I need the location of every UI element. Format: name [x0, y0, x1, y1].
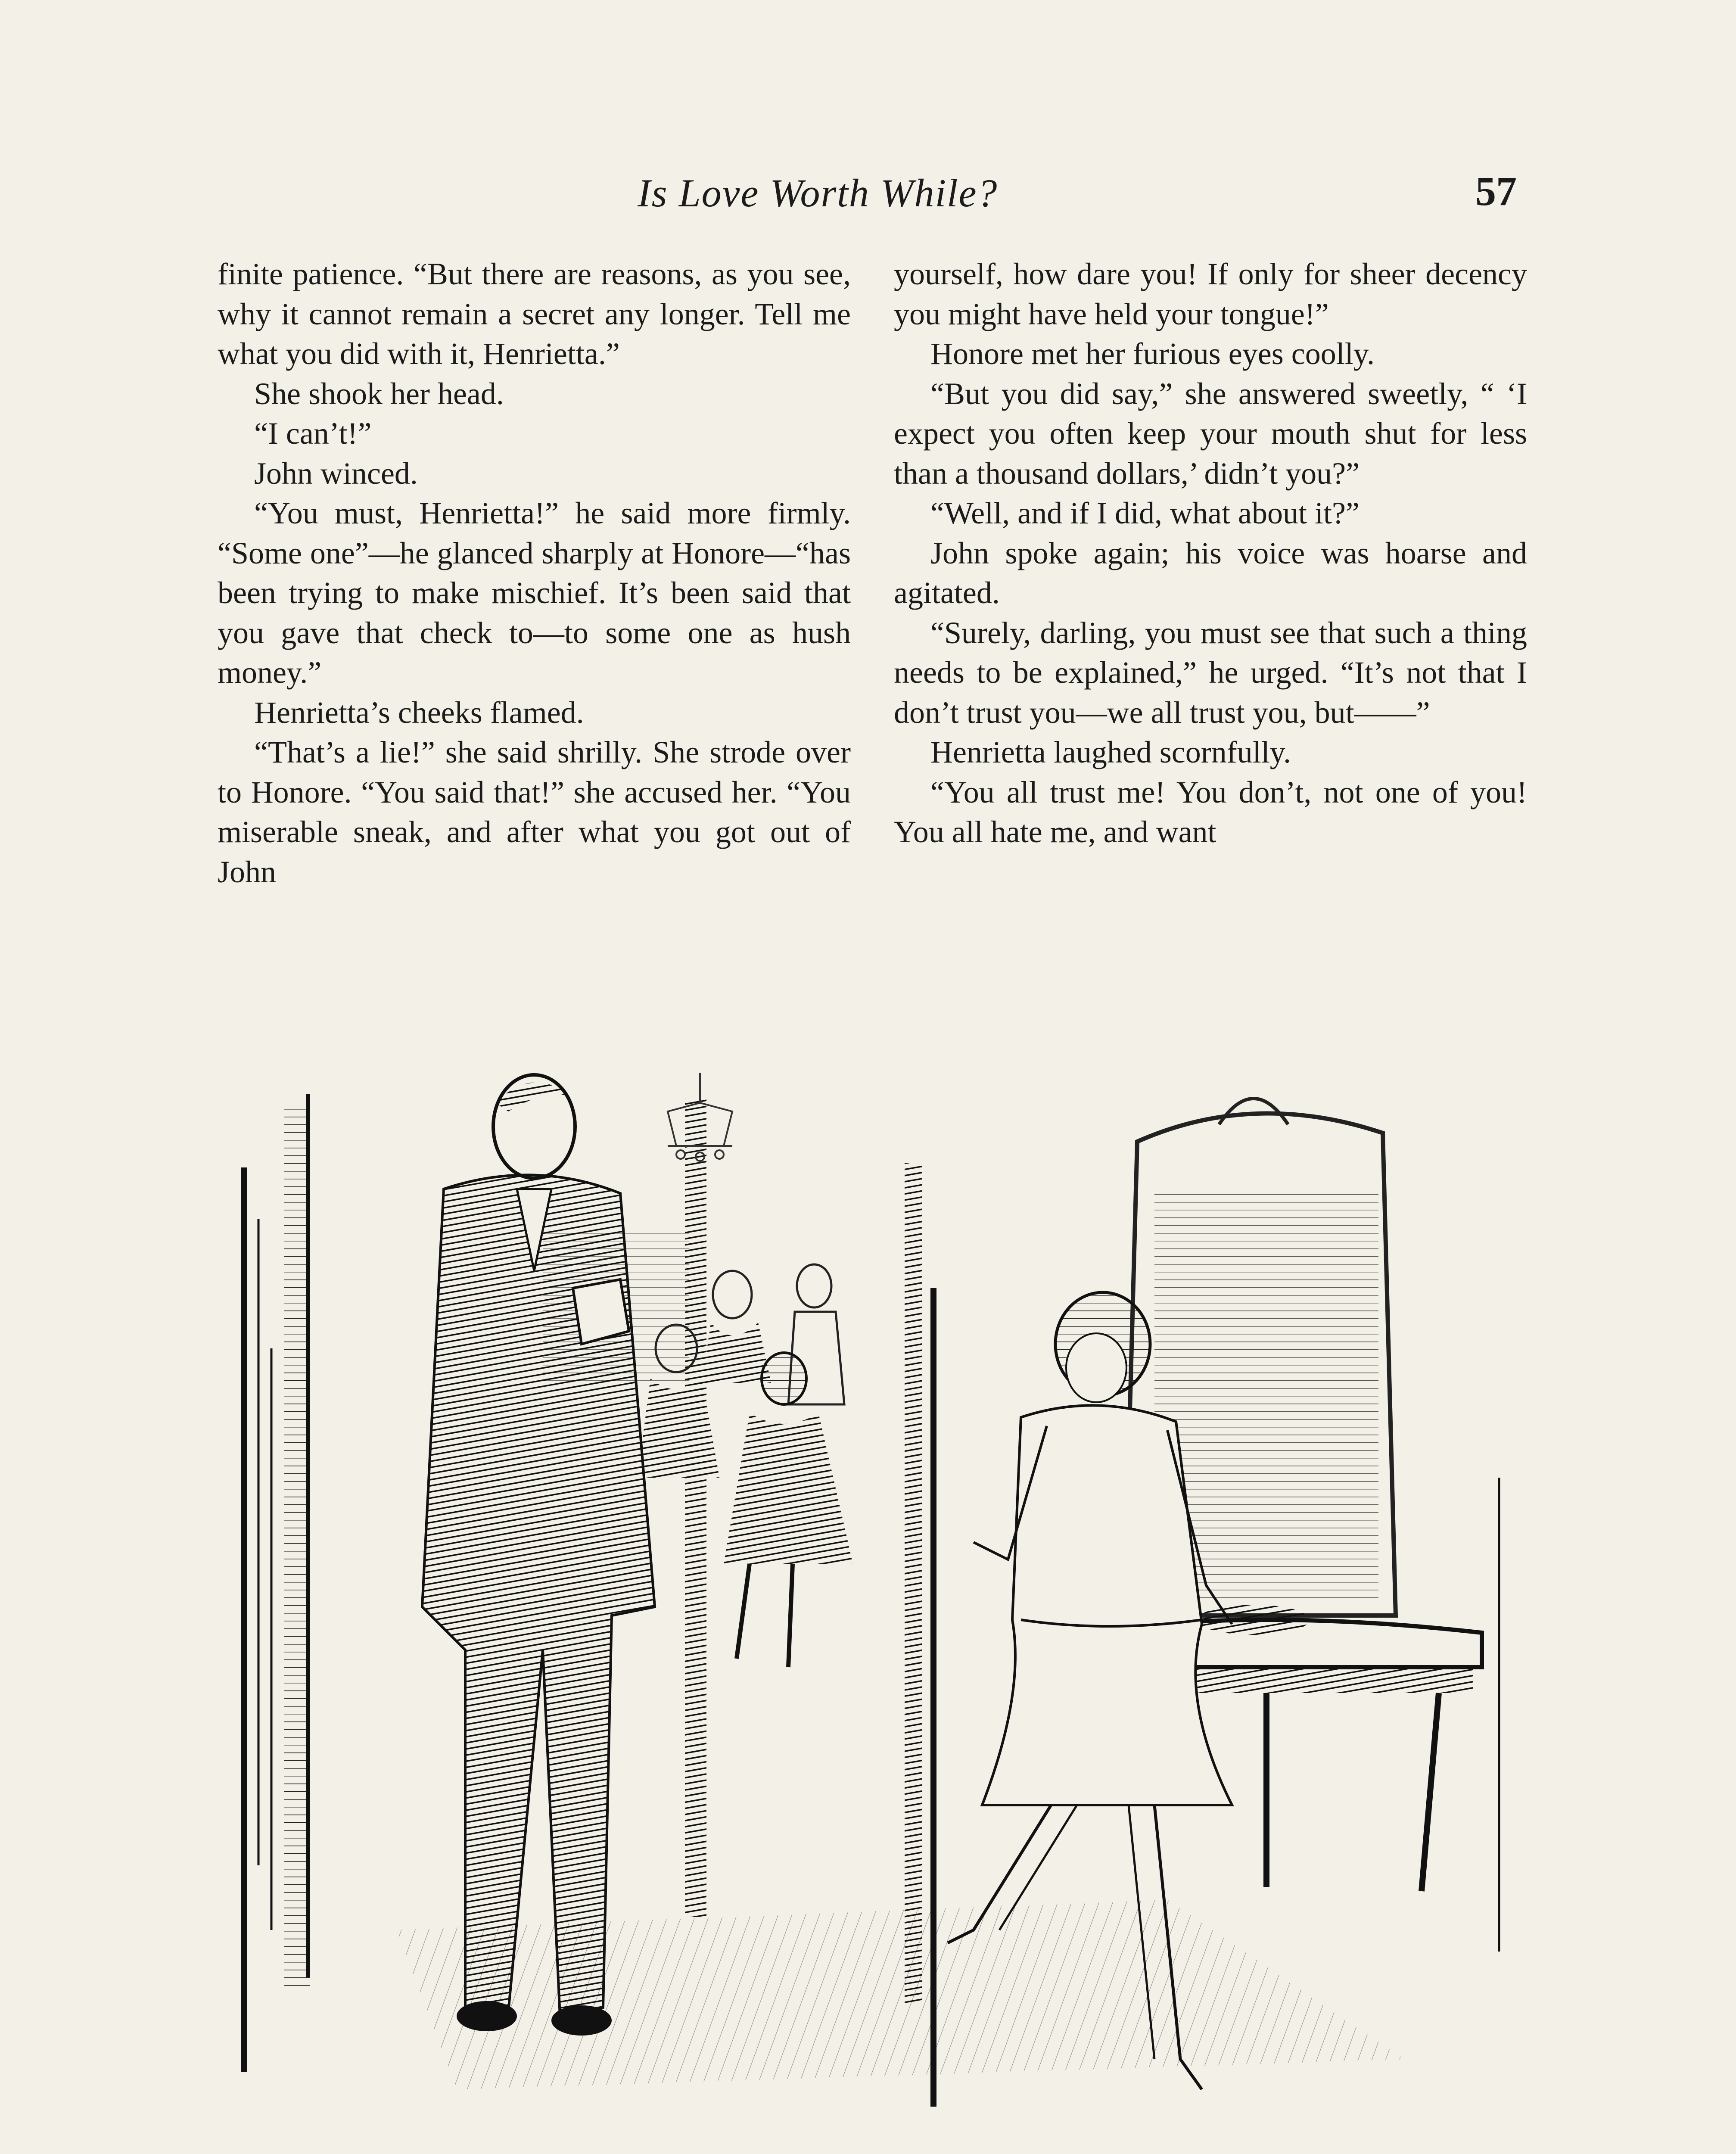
paragraph: Henrietta laughed scornfully. [930, 735, 1291, 769]
paragraph: John winced. [254, 456, 418, 491]
paragraph: Honore met her furious eyes coolly. [930, 336, 1375, 371]
paragraph: John spoke again; his voice was hoarse and agitated. [894, 535, 1527, 610]
paragraph: “I can’t!” [254, 416, 372, 451]
door-frame-left [241, 1167, 247, 2072]
right-text-column [894, 254, 1527, 852]
running-title: Is Love Worth While? [638, 171, 998, 215]
pen-and-ink-drawing [241, 1047, 1529, 2154]
paragraph: Henrietta’s cheeks flamed. [254, 695, 584, 730]
paragraph: finite patience. “But there are reasons, as you see, why it cannot remain a secret any longer. Tell me what you did with it, Henrietta.” [218, 257, 851, 371]
paragraph: She shook her head. [254, 376, 504, 411]
paragraph: “But you did say,” she answered sweetly, “ ‘I expect you often keep your mouth shut for less than a thousand dollars,’ didn’t you?” [894, 376, 1527, 491]
story-illustration [241, 1047, 1529, 2154]
paragraph: “That’s a lie!” she said shrilly. She strode over to Honore. “You said that!” she accused her. “You miserable sneak, and after what you got out of John [218, 735, 851, 889]
man-figure [422, 1075, 655, 2036]
paragraph: yourself, how dare you! If only for sheer decency you might have held your tongue!” [894, 257, 1527, 331]
paragraph: “You must, Henrietta!” he said more firmly. “Some one”—he glanced sharply at Honore—“has been trying to make mischief. It’s been said that you gave that check to—to some one as hush money.” [218, 496, 851, 690]
left-text-column [218, 254, 851, 892]
paragraph: “Surely, darling, you must see that such a thing needs to be explained,” he urged. “It’s not that I don’t trust you—we all trust you, but——” [894, 615, 1527, 730]
paragraph: “Well, and if I did, what about it?” [930, 496, 1360, 530]
paragraph: “You all trust me! You don’t, not one of you! You all hate me, and want [894, 775, 1527, 849]
door-frame-center [685, 1099, 706, 1917]
background-guests [638, 1264, 853, 1667]
page-number: 57 [1475, 168, 1517, 214]
